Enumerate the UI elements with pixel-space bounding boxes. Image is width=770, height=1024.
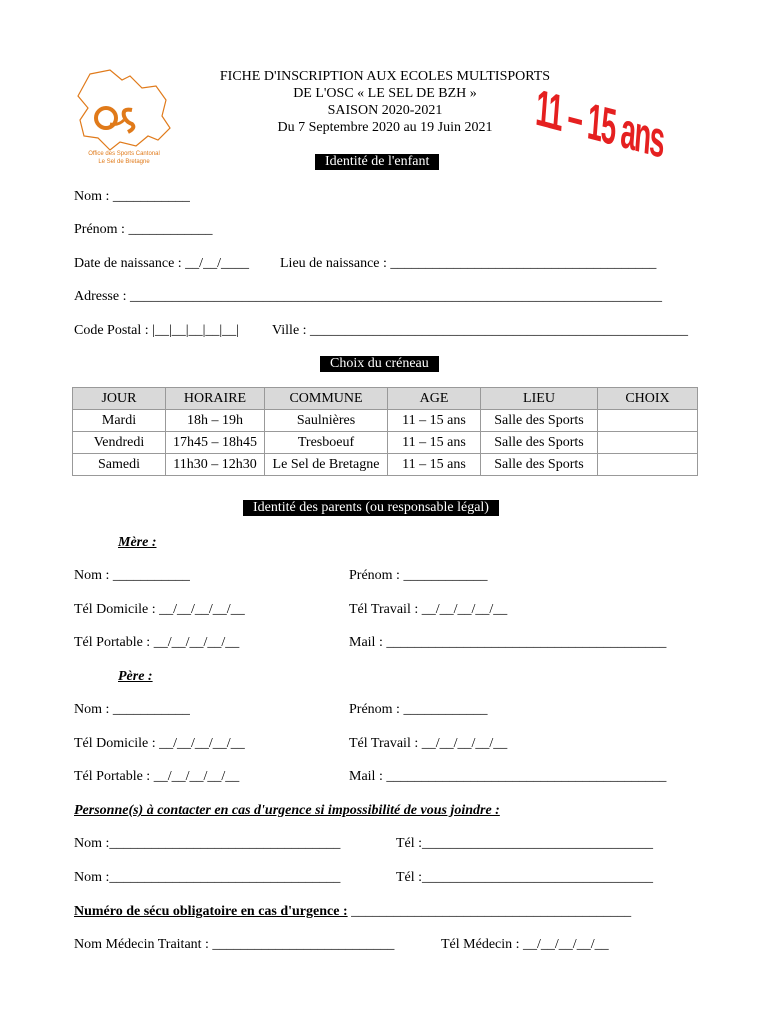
secu-row [74,904,631,920]
cell-horaire: 18h – 19h [166,410,265,432]
mere-tel-travail-field[interactable]: Tél Travail : __/__/__/__/__ [349,602,508,617]
cell-choix[interactable] [598,454,698,476]
medecin-tel-field[interactable]: Tél Médecin : __/__/__/__/__ [441,937,609,952]
urgence-nom1-field[interactable]: Nom :_________________________________ [74,836,341,851]
cell-jour: Samedi [73,454,166,476]
secu-field[interactable]: ________________________________________ [347,904,632,919]
enfant-nom-field[interactable]: Nom : ___________ [74,189,190,204]
cell-horaire: 11h30 – 12h30 [166,454,265,476]
cell-commune: Saulnières [265,410,388,432]
pere-mail-field[interactable]: Mail : ________________________________________ [349,769,667,784]
table-header-row [73,388,698,410]
urgence-title: Personne(s) à contacter en cas d'urgence si impossibilité de vous joindre : [74,803,500,818]
cell-jour: Mardi [73,410,166,432]
medecin-nom-field[interactable]: Nom Médecin Traitant : __________________________ [74,937,395,952]
col-lieu: LIEU [481,388,598,410]
form-header [180,68,590,136]
mere-nom-field[interactable]: Nom : ___________ [74,568,190,583]
col-jour: JOUR [73,388,166,410]
enfant-adresse-field[interactable]: Adresse : ____________________________________________________________________________ [74,289,662,304]
cell-jour: Vendredi [73,432,166,454]
creneau-table [72,387,698,476]
section-enfant: Identité de l'enfant [315,154,439,170]
mere-prenom-field[interactable]: Prénom : ____________ [349,568,488,583]
logo-caption: Office des Sports Cantonal Le Sel de Bretagne [88,151,160,165]
cell-lieu: Salle des Sports [481,454,598,476]
cell-lieu: Salle des Sports [481,410,598,432]
pere-title: Père : [118,669,153,684]
cell-horaire: 17h45 – 18h45 [166,432,265,454]
cell-commune: Tresboeuf [265,432,388,454]
urgence-nom2-field[interactable]: Nom :_________________________________ [74,870,341,885]
mere-tel-domicile-field[interactable]: Tél Domicile : __/__/__/__/__ [74,602,245,617]
col-age: AGE [388,388,481,410]
pere-tel-travail-field[interactable]: Tél Travail : __/__/__/__/__ [349,736,508,751]
header-season: SAISON 2020-2021 [327,103,443,118]
col-commune: COMMUNE [265,388,388,410]
section-creneau: Choix du créneau [320,356,439,372]
mere-title: Mère : [118,535,157,550]
enfant-code-postal-field[interactable]: Code Postal : |__|__|__|__|__| [74,323,239,338]
cell-choix[interactable] [598,410,698,432]
pere-nom-field[interactable]: Nom : ___________ [74,702,190,717]
col-choix: CHOIX [598,388,698,410]
mere-tel-portable-field[interactable]: Tél Portable : __/__/__/__/__ [74,635,240,650]
pere-tel-portable-field[interactable]: Tél Portable : __/__/__/__/__ [74,769,240,784]
enfant-naissance-field[interactable]: Date de naissance : __/__/____ [74,256,249,271]
table-row [73,410,698,432]
header-title: FICHE D'INSCRIPTION AUX ECOLES MULTISPORTS [219,69,551,84]
urgence-tel1-field[interactable]: Tél :_________________________________ [396,836,654,851]
table-row [73,454,698,476]
cell-age: 11 – 15 ans [388,410,481,432]
cell-age: 11 – 15 ans [388,454,481,476]
secu-label: Numéro de sécu obligatoire en cas d'urgence : [74,904,348,919]
pere-prenom-field[interactable]: Prénom : ____________ [349,702,488,717]
cell-commune: Le Sel de Bretagne [265,454,388,476]
header-dates: Du 7 Septembre 2020 au 19 Juin 2021 [277,120,493,135]
col-horaire: HORAIRE [166,388,265,410]
age-badge: 11 – 15 ans [533,80,666,170]
mere-mail-field[interactable]: Mail : ________________________________________ [349,635,667,650]
cell-choix[interactable] [598,432,698,454]
enfant-lieu-field[interactable]: Lieu de naissance : ______________________________________ [280,256,657,271]
cell-lieu: Salle des Sports [481,432,598,454]
header-subtitle: DE L'OSC « LE SEL DE BZH » [293,86,477,101]
enfant-prenom-field[interactable]: Prénom : ____________ [74,222,213,237]
cell-age: 11 – 15 ans [388,432,481,454]
urgence-tel2-field[interactable]: Tél :_________________________________ [396,870,654,885]
pere-tel-domicile-field[interactable]: Tél Domicile : __/__/__/__/__ [74,736,245,751]
section-parents: Identité des parents (ou responsable légal) [243,500,499,516]
table-row [73,432,698,454]
enfant-ville-field[interactable]: Ville : ______________________________________________________ [272,323,689,338]
